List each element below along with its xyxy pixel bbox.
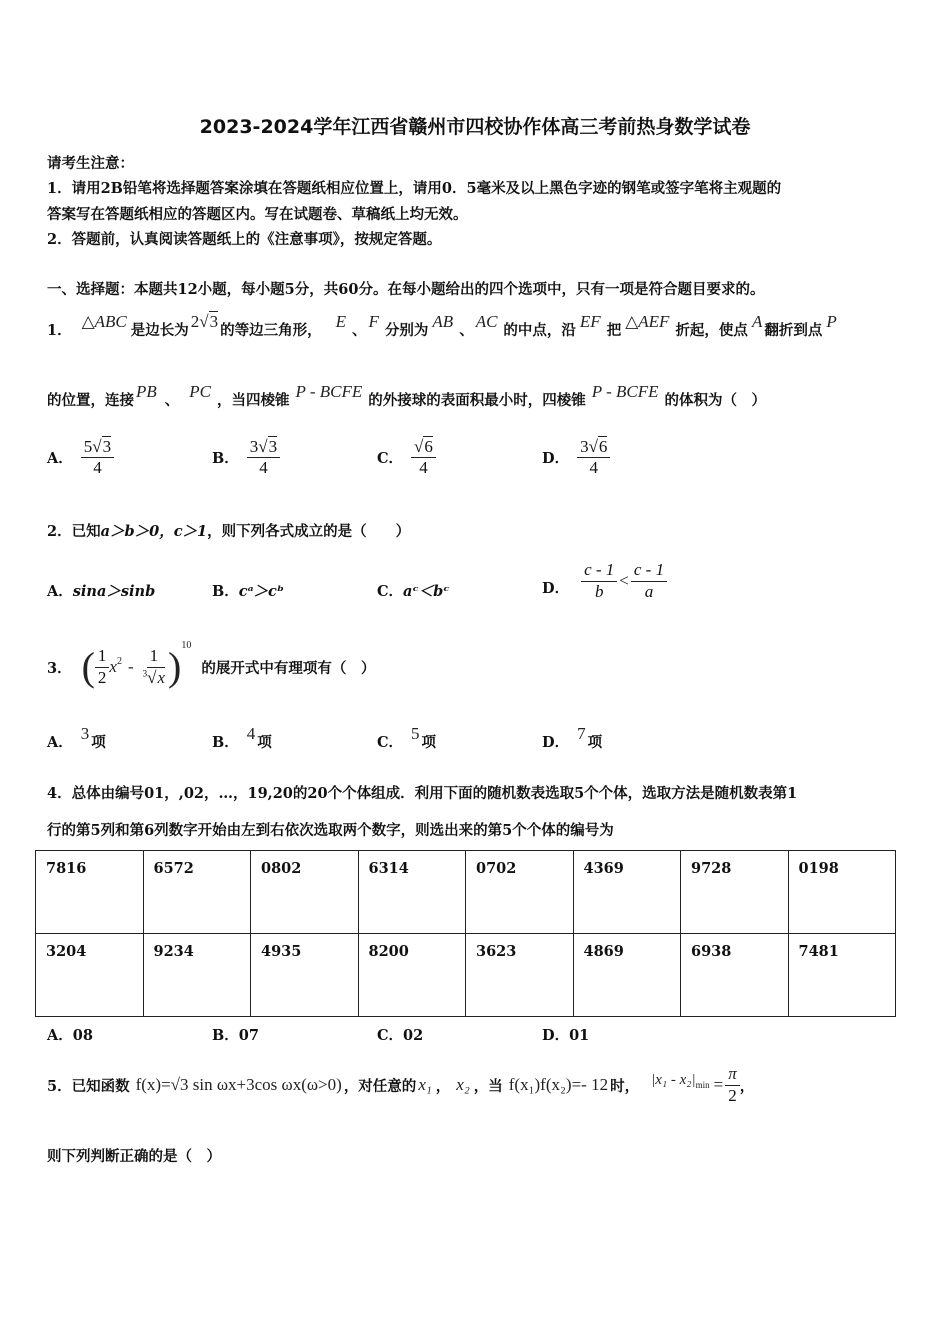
option-value: 7 — [577, 724, 586, 743]
q1-point-e: E — [335, 312, 347, 331]
q5-text-5: ， — [739, 1077, 755, 1095]
numerator: 1 — [147, 646, 162, 667]
fraction — [631, 560, 667, 602]
q5-condition: f(x₁)f(x₂)=- 12 — [508, 1075, 609, 1094]
option-label: C． — [377, 734, 404, 751]
q4-option-a[interactable] — [47, 1024, 93, 1045]
table-cell: 6938 — [681, 934, 789, 1017]
radicand: 3 — [268, 437, 278, 456]
q5-line-1 — [47, 1062, 754, 1108]
root-index: 3 — [142, 667, 148, 678]
denominator: 4 — [589, 458, 598, 478]
q1-line-2 — [47, 378, 766, 410]
fraction: $\frac{3√6}{4}$ — [577, 437, 610, 479]
option-label: B． — [212, 583, 239, 600]
q1-text-10: 的外接球的表面积最小时，四棱锥 — [368, 392, 586, 409]
option-label: D． — [542, 1027, 570, 1044]
q5-pre: 5．已知函数 — [47, 1077, 130, 1095]
option-value: 4 — [246, 724, 256, 743]
coef: 5 — [83, 437, 93, 456]
notice-heading: 请考生注意： — [47, 155, 134, 172]
random-number-table — [35, 850, 896, 1017]
option-unit: 项 — [421, 734, 437, 751]
fraction: $\frac{5√3}{4}$ — [81, 437, 114, 479]
q1-option-b[interactable] — [212, 437, 280, 479]
q1-seg-pb: PB — [136, 382, 157, 401]
table-cell: 4935 — [251, 934, 359, 1017]
notice-line-3: 2．答题前，认真阅读答题纸上的《注意事项》，按规定答题。 — [47, 231, 442, 248]
minus-sign: - — [127, 657, 134, 676]
table-row — [36, 934, 896, 1017]
q1-option-c[interactable] — [377, 437, 436, 479]
option-value: 02 — [403, 1027, 424, 1044]
x-variable: x — [109, 657, 117, 676]
table-cell: 6314 — [358, 851, 466, 934]
q1-seg-ab: AB — [432, 312, 454, 331]
table-cell: 6572 — [143, 851, 251, 934]
option-unit: 项 — [257, 734, 272, 751]
q1-triangle-abc: △ABC — [81, 312, 127, 331]
q1-sep-1: 、 — [352, 322, 367, 339]
q4-option-d[interactable] — [542, 1024, 589, 1045]
option-label: A． — [47, 450, 73, 468]
power-exponent: 10 — [181, 640, 192, 651]
option-text: cᵃ＞cᵇ — [238, 583, 285, 600]
coef: 3 — [580, 437, 589, 456]
denominator: 4 — [93, 458, 102, 478]
option-label: B． — [212, 1027, 239, 1044]
radicand: 6 — [424, 437, 433, 456]
q5-function: f(x)=√3 sin ωx+3cos ωx(ω>0) — [135, 1075, 342, 1094]
option-unit: 项 — [91, 734, 106, 751]
option-label: D． — [542, 579, 570, 597]
denominator: 4 — [419, 458, 428, 478]
q3-option-b[interactable] — [212, 722, 272, 752]
notice-line-2: 答案写在答题纸相应的答题区内。写在试题卷、草稿纸上均无效。 — [47, 206, 468, 223]
option-label: A． — [47, 1027, 73, 1044]
option-label: C． — [377, 583, 404, 600]
q3-stem-text: 的展开式中有理项有（ ） — [201, 659, 376, 677]
fraction: $\frac{3√3}{4}$ — [247, 437, 280, 479]
q5-x1: x₁ — [418, 1075, 432, 1094]
denominator: a — [644, 581, 654, 601]
q2-option-c[interactable] — [377, 580, 449, 601]
table-cell: 7481 — [788, 934, 896, 1017]
q1-side-rad: 3 — [209, 312, 219, 331]
fraction — [581, 560, 617, 602]
q5-text-4: 时， — [610, 1077, 640, 1095]
q3-option-c[interactable] — [377, 722, 436, 752]
q1-line-1 — [47, 308, 837, 340]
q5-line-2: 则下列判断正确的是（ ） — [47, 1148, 221, 1165]
option-text: aᶜ＜bᶜ — [403, 583, 450, 600]
q1-text-8: 的位置，连接 — [47, 392, 134, 409]
q5-text-1: ，对任意的 — [343, 1077, 417, 1095]
q5-text-3: ，当 — [473, 1077, 503, 1095]
q1-text-6: 折起，使点 — [675, 322, 748, 339]
q1-text-3: 分别为 — [384, 322, 429, 339]
option-unit: 项 — [587, 734, 603, 751]
option-label: C． — [377, 450, 404, 468]
q1-seg-pc: PC — [189, 382, 212, 401]
table-cell: 3204 — [36, 934, 144, 1017]
q2-stem-post: ，则下列各式成立的是（ ） — [207, 523, 411, 540]
table-cell: 3623 — [466, 934, 574, 1017]
denominator: 2 — [728, 1085, 737, 1105]
page-title: 2023-2024学年江西省赣州市四校协作体高三考前热身数学试卷 — [199, 116, 751, 138]
table-cell: 4869 — [573, 934, 681, 1017]
fraction: $\frac{√6}{4}$ — [411, 437, 436, 479]
q3-number: 3． — [47, 659, 72, 677]
q1-sep-3: 、 — [164, 392, 180, 409]
q2-option-d[interactable] — [542, 555, 667, 607]
option-text: sina＞sinb — [72, 583, 156, 600]
q1-text-2: 的等边三角形， — [220, 322, 322, 339]
q1-side-length: 2√3 — [190, 312, 219, 331]
q1-number: 1． — [47, 322, 72, 339]
numerator: 1 — [95, 646, 110, 667]
option-value: 08 — [72, 1027, 93, 1044]
table-cell: 7816 — [36, 851, 144, 934]
option-value: 01 — [569, 1027, 590, 1044]
table-cell: 4369 — [573, 851, 681, 934]
table-cell: 0198 — [788, 851, 896, 934]
q5-text-2: ， — [435, 1077, 451, 1095]
option-value: 5 — [411, 724, 420, 743]
q5-abs-diff: |x₁ - x₂| — [651, 1071, 696, 1088]
relation: < — [619, 571, 629, 590]
table-cell: 9234 — [143, 934, 251, 1017]
root-fraction: $\frac{1}{^3√x}$ — [142, 646, 166, 687]
half-fraction — [95, 646, 110, 688]
q2-condition: a＞b＞0，c＞1 — [100, 523, 208, 540]
q1-text-7: 翻折到点 — [764, 322, 823, 339]
numerator: c - 1 — [581, 560, 617, 581]
q1-point-a: A — [751, 312, 763, 331]
q1-option-a[interactable] — [47, 437, 114, 479]
q5-min-subscript: min — [695, 1080, 710, 1090]
option-label: D． — [542, 450, 570, 468]
option-label: A． — [47, 583, 73, 600]
q1-option-d[interactable] — [542, 437, 610, 479]
q1-text-1: 是边长为 — [130, 322, 189, 339]
table-cell: 9728 — [681, 851, 789, 934]
option-label: B． — [212, 450, 239, 468]
right-paren: ) — [168, 644, 182, 689]
option-value: 3 — [80, 724, 90, 743]
q1-triangle-aef: △AEF — [625, 312, 670, 331]
q1-pyramid-1: P - BCFE — [295, 382, 363, 401]
q5-pi-fraction — [725, 1064, 740, 1106]
notice-line-1: 1．请用2B铅笔将选择题答案涂填在答题纸相应位置上，请用0．5毫米及以上黑色字迹的钢笔或签字笔将主观题的 — [47, 180, 782, 197]
denominator: 2 — [97, 667, 107, 687]
square-exponent: 2 — [116, 655, 122, 667]
q3-option-a[interactable] — [47, 722, 106, 752]
option-label: B． — [212, 734, 239, 751]
q1-seg-ac: AC — [475, 312, 498, 331]
q1-text-9: ，当四棱锥 — [217, 392, 290, 409]
q2-option-b[interactable] — [212, 580, 284, 601]
q3-stem — [47, 638, 375, 696]
option-label: C． — [377, 1027, 404, 1044]
q3-option-d[interactable] — [542, 722, 602, 752]
q1-text-4: 的中点，沿 — [503, 322, 576, 339]
option-label: D． — [542, 734, 570, 751]
q1-point-p: P — [826, 312, 837, 331]
radicand: 3 — [102, 437, 112, 456]
section-heading: 一、选择题：本题共12小题，每小题5分，共60分。在每小题给出的四个选项中，只有一项是符合题目要求的。 — [47, 281, 765, 298]
q1-pyramid-2: P - BCFE — [591, 382, 659, 401]
q1-text-11: 的体积为（ ） — [664, 392, 766, 409]
table-cell: 0802 — [251, 851, 359, 934]
numerator: π — [725, 1064, 740, 1085]
q1-text-5: 把 — [606, 322, 622, 339]
radicand: 6 — [598, 437, 608, 456]
q2-stem — [47, 520, 410, 541]
q1-seg-ef: EF — [579, 312, 601, 331]
radicand: x — [157, 667, 166, 687]
q1-point-f: F — [368, 312, 379, 331]
table-row — [36, 851, 896, 934]
q4-line-2: 行的第5列和第6列数字开始由左到右依次选取两个数字，则选出来的第5个个体的编号为 — [47, 822, 614, 839]
denominator: b — [594, 581, 604, 601]
q5-equals: = — [713, 1075, 724, 1094]
table-cell: 8200 — [358, 934, 466, 1017]
q5-x2: x₂ — [456, 1075, 470, 1094]
q1-side-coef: 2 — [190, 312, 200, 331]
q1-sep-2: 、 — [459, 322, 474, 339]
q2-option-a[interactable] — [47, 580, 155, 601]
q2-stem-pre: 2．已知 — [47, 523, 101, 540]
q4-line-1: 4．总体由编号01，,02，…，19,20的20个个体组成．利用下面的随机数表选取5个个体，选取方法是随机数表第1 — [47, 785, 798, 802]
denominator: 4 — [259, 458, 268, 478]
left-paren: ( — [81, 644, 95, 689]
numerator: c - 1 — [631, 560, 667, 581]
q4-option-c[interactable] — [377, 1024, 423, 1045]
option-value: 07 — [238, 1027, 259, 1044]
table-cell: 0702 — [466, 851, 574, 934]
coef: 3 — [249, 437, 259, 456]
option-label: A． — [47, 734, 73, 751]
q4-option-b[interactable] — [212, 1024, 259, 1045]
